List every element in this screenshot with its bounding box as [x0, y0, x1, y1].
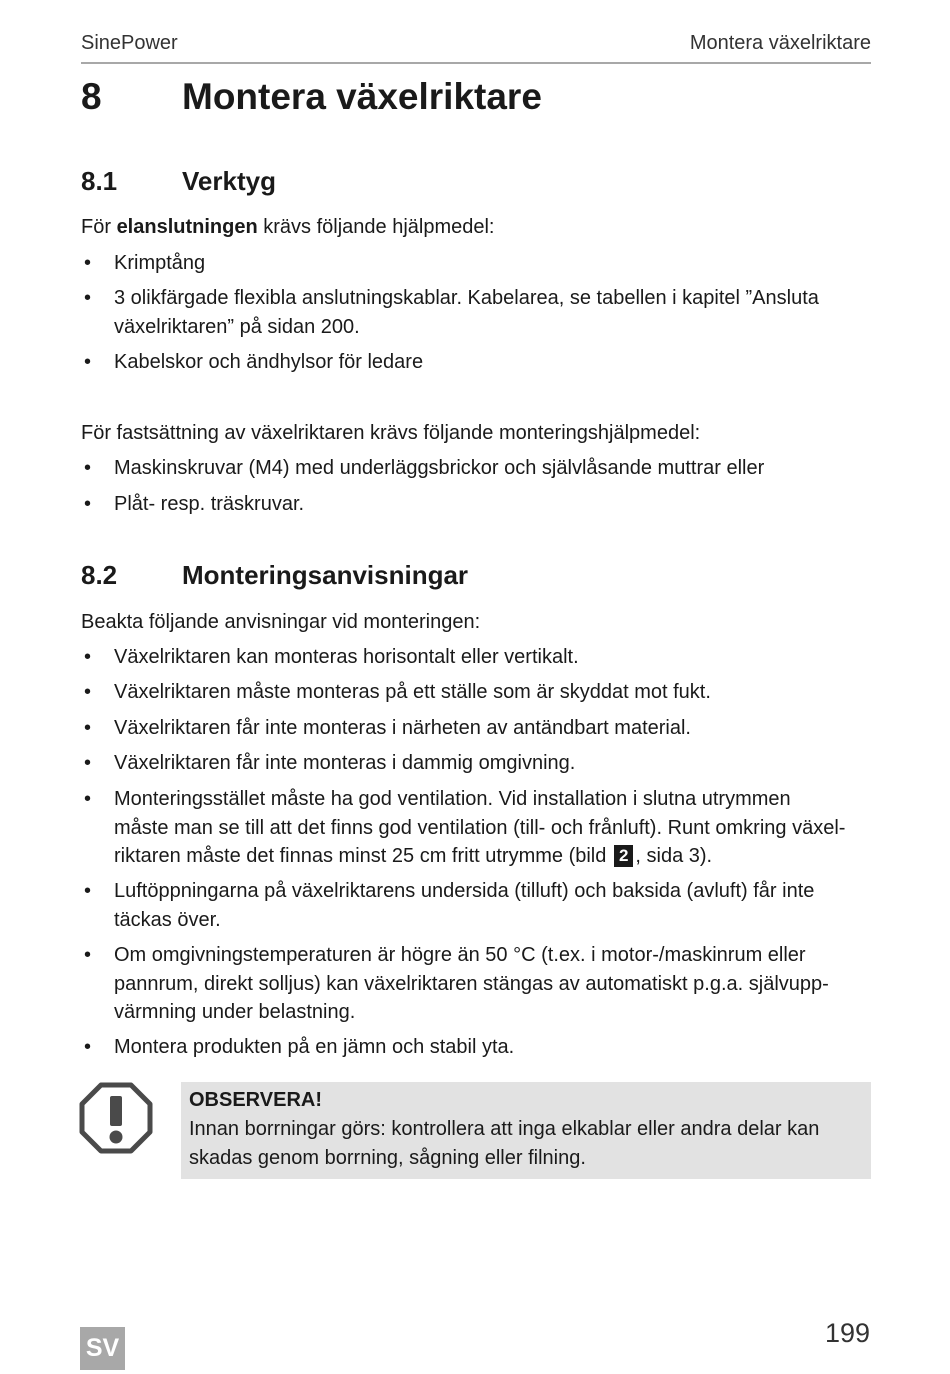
list-item-text: 3 olikfärgade flexibla anslutningskablar. Kabelarea, se tabellen i kapitel ”Ansluta — [114, 287, 819, 309]
notice-line: skadas genom borrning, sågning eller filning. — [189, 1146, 586, 1169]
list-item-text-part: riktaren måste det finnas minst 25 cm fritt utrymme (bild — [114, 845, 612, 867]
list-item-text: Montera produkten på en jämn och stabil yta. — [114, 1036, 515, 1058]
section-number: 8.1 — [81, 166, 118, 196]
notice-line: Innan borrningar görs: kontrollera att inga elkablar eller andra delar kan — [189, 1118, 820, 1140]
bullet-icon: • — [84, 252, 92, 274]
section-number: 8.2 — [81, 560, 118, 590]
bullet-icon: • — [84, 788, 92, 810]
intro-text: För — [81, 216, 117, 238]
bullet-icon: • — [84, 717, 92, 739]
section-title: Verktyg — [182, 166, 276, 196]
list-item-text: Växelriktaren får inte monteras i dammig omgivning. — [114, 752, 576, 774]
bullet-icon: • — [84, 493, 92, 515]
header-chapter: Montera växelriktare — [689, 32, 871, 54]
section-intro: Beakta följande anvisningar vid monteringen: — [81, 611, 481, 633]
notice-body — [189, 1115, 819, 1172]
bullet-icon: • — [84, 646, 92, 668]
list-item-text: Krimptång — [114, 252, 206, 274]
figure-reference-badge: 2 — [614, 845, 633, 867]
list-item-text: Luftöppningarna på växelriktarens undersida (tilluft) och baksida (avluft) får inte — [114, 880, 815, 902]
warning-icon — [79, 1082, 153, 1154]
chapter-number: 8 — [81, 76, 102, 117]
section-title: Monteringsanvisningar — [182, 560, 469, 590]
language-tab: SV — [80, 1327, 125, 1370]
list-item-text: pannrum, direkt solljus) kan växelriktaren stängas av automatiskt p.g.a. självupp- — [114, 972, 829, 995]
list-item-text: växelriktaren” på sidan 200. — [114, 315, 360, 338]
page-header — [81, 30, 871, 64]
list-item-text: värmning under belastning. — [114, 1001, 356, 1023]
list-item-text: Monteringsstället måste ha god ventilation. Vid installation i slutna utrymmen — [114, 788, 791, 810]
bullet-icon: • — [84, 944, 92, 966]
bullet-icon: • — [84, 351, 92, 373]
list-item-text-part: , sida 3). — [635, 845, 713, 867]
header-product: SinePower — [81, 32, 178, 54]
list-item-text: Om omgivningstemperaturen är högre än 50 °C (t.ex. i motor-/maskinrum eller — [114, 944, 806, 966]
bullet-icon: • — [84, 457, 92, 479]
notice-box — [181, 1082, 871, 1179]
intro-text: krävs följande hjälpmedel: — [257, 216, 495, 238]
intro-bold: elanslutningen — [116, 216, 258, 238]
bullet-icon: • — [84, 681, 92, 703]
list-item-text: Växelriktaren får inte monteras i närheten av antändbart material. — [114, 717, 691, 739]
list-item-text: täckas över. — [114, 908, 221, 931]
section-intro — [81, 213, 871, 241]
list-item-text: Växelriktaren måste monteras på ett ställe som är skyddat mot fukt. — [114, 681, 711, 703]
bullet-icon: • — [84, 287, 92, 309]
list-item-text: Maskinskruvar (M4) med underläggsbrickor och självlåsande muttrar eller — [114, 457, 765, 479]
list-item-text: Plåt- resp. träskruvar. — [114, 493, 305, 515]
chapter-title: Montera växelriktare — [182, 76, 542, 117]
list-item-text: Kabelskor och ändhylsor för ledare — [114, 351, 424, 373]
bullet-icon: • — [84, 1036, 92, 1058]
list-item-text — [114, 842, 871, 871]
list-item-text: måste man se till att det finns god ventilation (till- och frånluft). Runt omkring växel- — [114, 816, 846, 839]
bullet-icon: • — [84, 880, 92, 902]
list-item-text: Växelriktaren kan monteras horisontalt eller vertikalt. — [114, 646, 579, 668]
section-intro-mounting: För fastsättning av växelriktaren krävs följande monteringshjälpmedel: — [81, 422, 701, 444]
notice-title: OBSERVERA! — [189, 1089, 322, 1111]
page-number: 199 — [824, 1318, 870, 1348]
bullet-icon: • — [84, 752, 92, 774]
